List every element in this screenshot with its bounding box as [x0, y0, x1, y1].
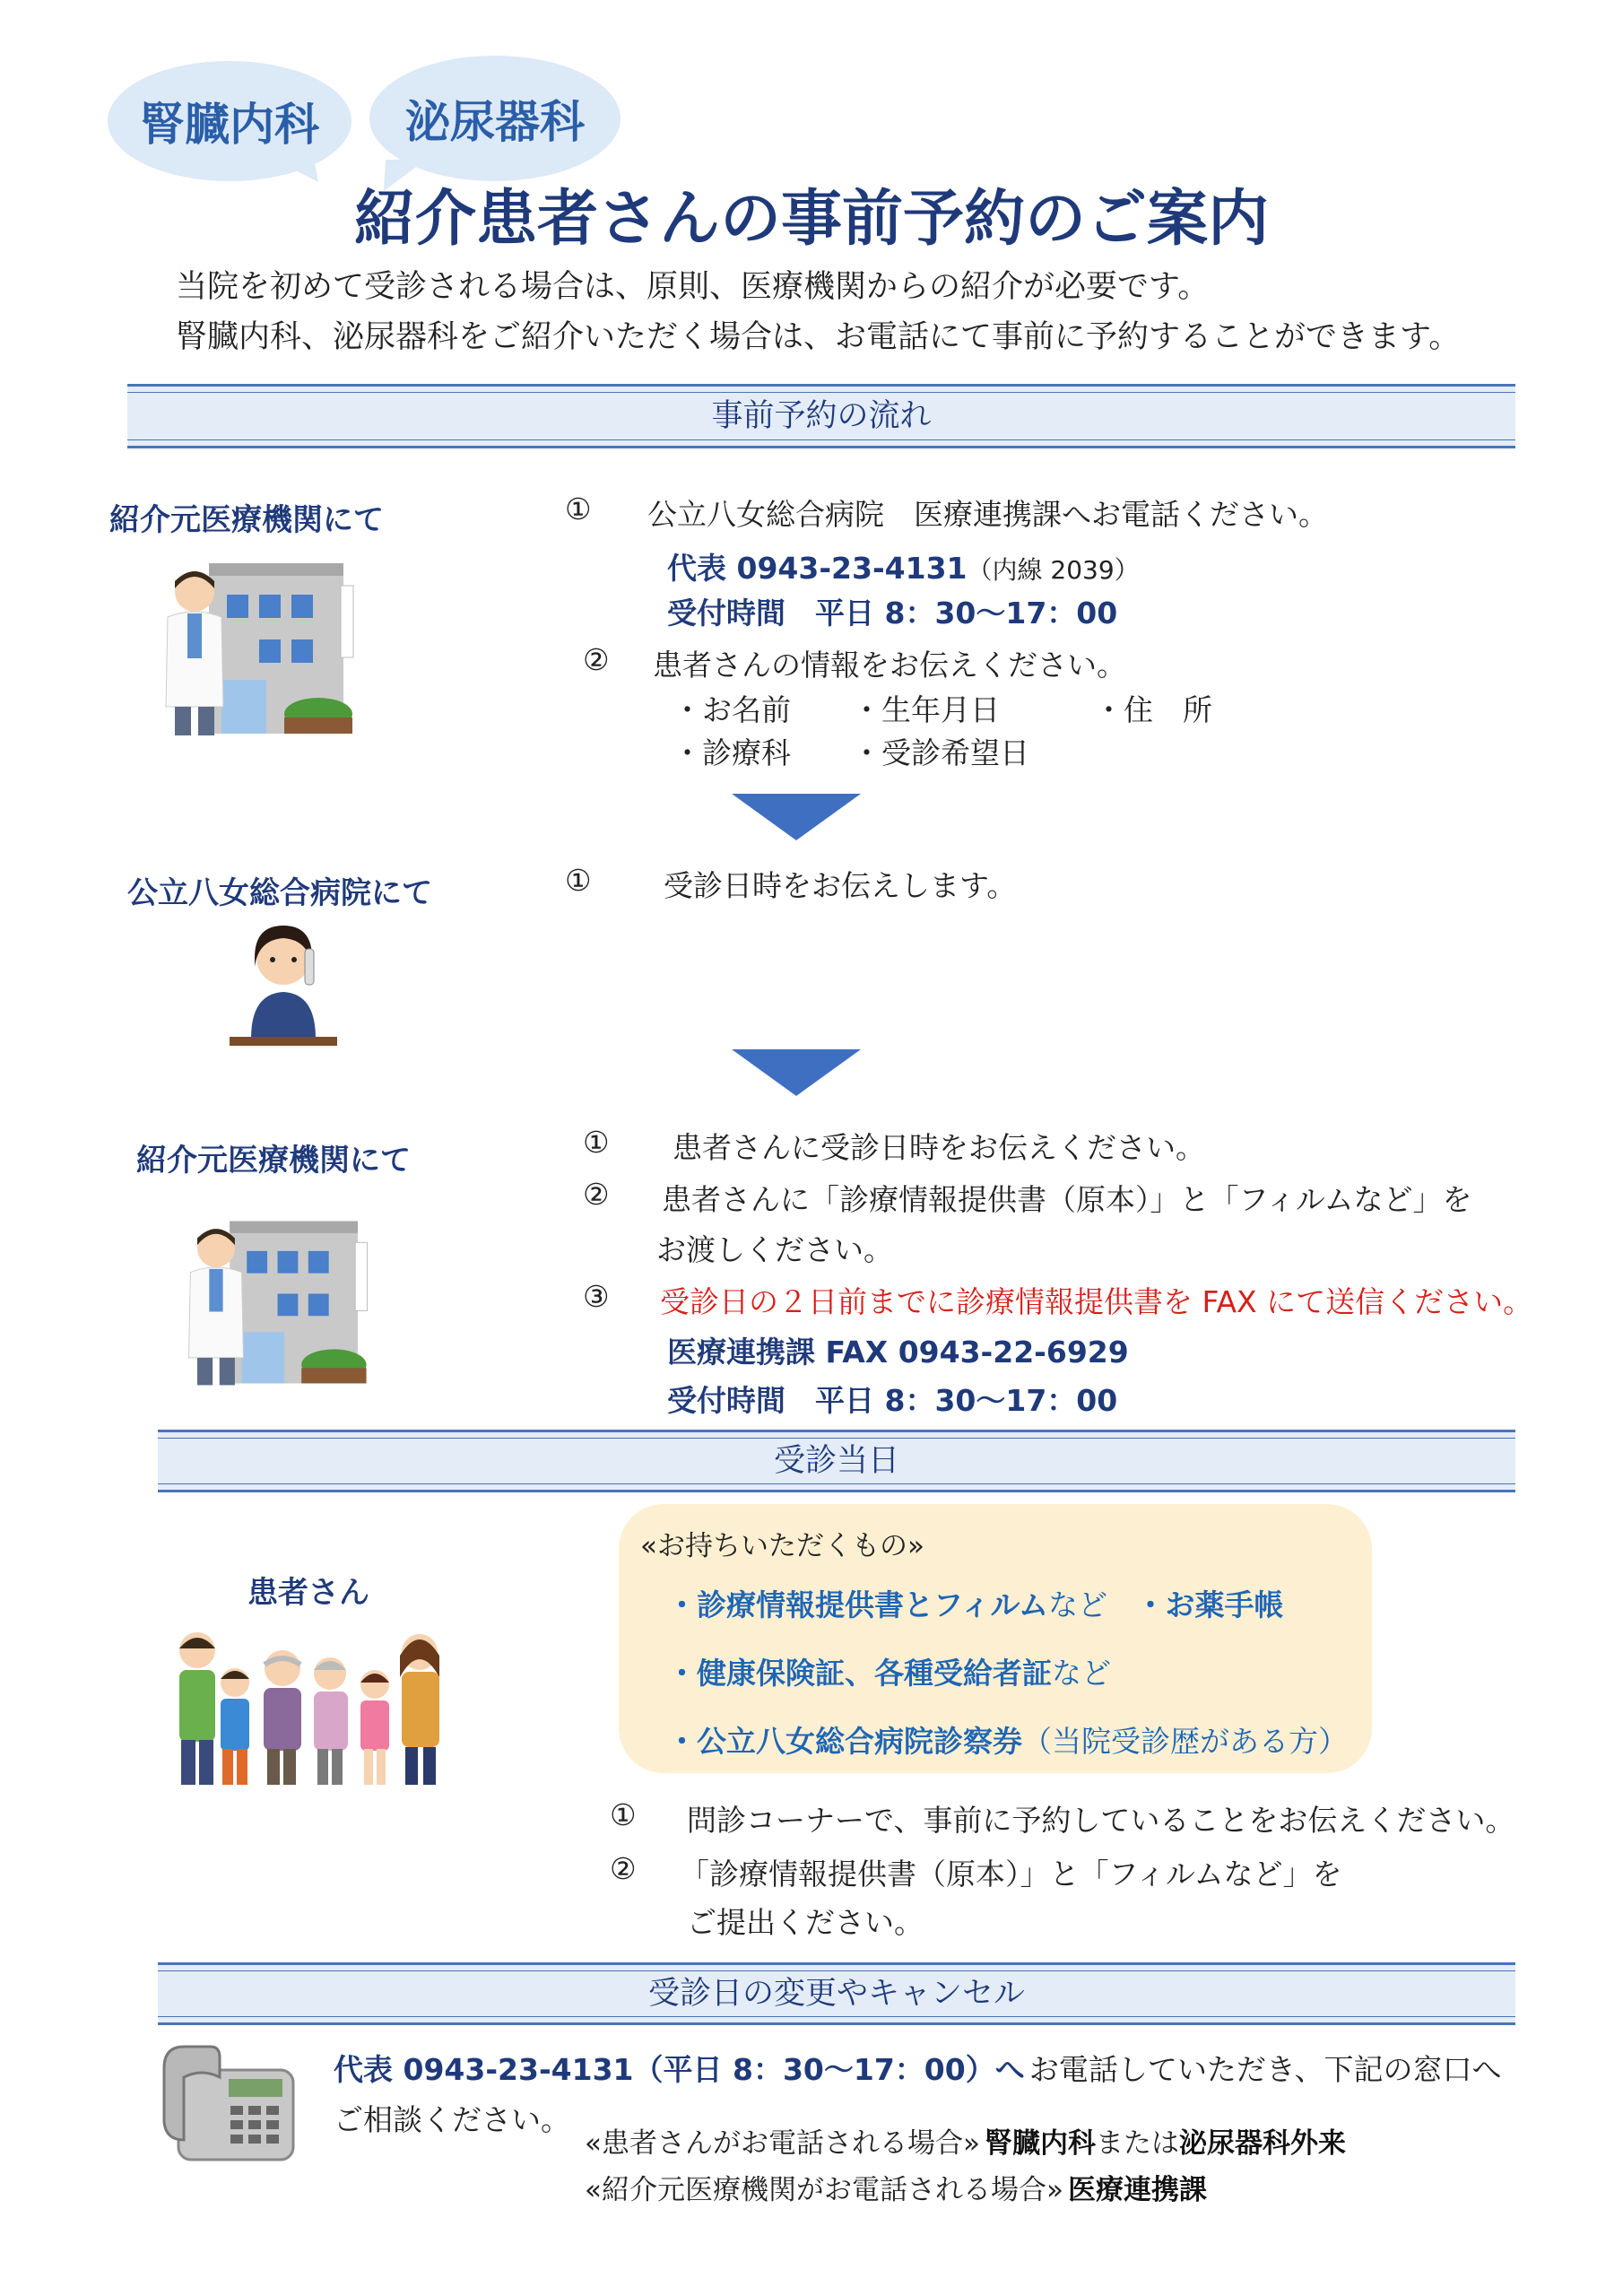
info-birthdate: ・生年月日 [852, 692, 1000, 727]
bring-item-3 [667, 1718, 1348, 1761]
patient-contact-dept-a: 腎臓内科 [985, 2127, 1097, 2160]
day-item1-text: 問診コーナーで、事前に予約していることをお伝えください。 [687, 1803, 1515, 1838]
flow-arrow-2 [732, 1049, 861, 1096]
step2-item1-no: ① [565, 863, 592, 898]
change-line2: ご相談ください。 [334, 2102, 570, 2137]
receptionist-phone-illustration [224, 913, 341, 1048]
step3-item3-no: ③ [583, 1279, 610, 1314]
section-change-title: 受診日の変更やキャンセル [647, 1976, 1025, 2012]
step3-item1-no: ① [583, 1125, 610, 1160]
step3-item2-text-a: 患者さんに「診療情報提供書（原本）」と「フィルムなど」を [662, 1182, 1472, 1217]
bring-item-medication-notebook: ・お薬手帳 [1135, 1587, 1284, 1622]
tag-nephrology-label: 腎臓内科 [140, 99, 319, 151]
clinic-contact-label: «紹介元医療機関がお電話される場合» [585, 2174, 1063, 2206]
section-flow-title: 事前予約の流れ [711, 398, 932, 434]
clinic-contact-dept: 医療連携課 [1068, 2174, 1208, 2206]
step3-item1-text: 患者さんに受診日時をお伝えください。 [673, 1130, 1205, 1165]
day-item2-no: ② [610, 1851, 637, 1886]
clinic-contact-line [585, 2167, 1207, 2207]
step1-item1-no: ① [565, 491, 592, 526]
patient-label: 患者さん [247, 1575, 369, 1611]
step1-item1-text: 公立八女総合病院 医療連携課へお電話ください。 [647, 497, 1328, 532]
tag-urology-label: 泌尿器科 [405, 96, 585, 148]
day-item2-text-b: ご提出ください。 [687, 1905, 924, 1940]
bring-title: «お持ちいただくもの» [640, 1530, 924, 1562]
bring-item-2-main: ・健康保険証、各種受給者証 [667, 1656, 1052, 1691]
step1-label: 紹介元医療機関にて [109, 502, 384, 538]
step1-extension: （内線 2039） [967, 555, 1140, 585]
day-item2-text-a: 「診療情報提供書（原本）」と「フィルムなど」を [680, 1857, 1342, 1892]
section-bar-change [158, 1962, 1515, 2025]
info-name: ・お名前 [673, 692, 791, 727]
bring-item-2 [667, 1650, 1111, 1692]
section-day-title: 受診当日 [773, 1443, 899, 1479]
bring-item-3-suffix: （当院受診歴がある方） [1022, 1724, 1348, 1759]
intro-line-1: 当院を初めて受診される場合は、原則、医療機関からの紹介が必要です。 [176, 269, 1210, 305]
flow-arrow-1 [732, 794, 861, 840]
info-desired-date: ・受診希望日 [852, 735, 1029, 770]
step3-item2-text-b: お渡しください。 [656, 1232, 893, 1267]
step1-hours: 受付時間 平日 8：30～17：00 [667, 596, 1118, 631]
section-bar-day [158, 1430, 1515, 1492]
bring-item-3-main: ・公立八女総合病院診察券 [667, 1724, 1022, 1759]
bring-item-1-suffix: など [1048, 1587, 1108, 1622]
step2-item1-text: 受診日時をお伝えします。 [664, 868, 1017, 903]
patient-contact-or: または [1096, 2127, 1180, 2160]
bring-item-2-suffix: など [1052, 1656, 1111, 1691]
bring-item-1 [667, 1582, 1284, 1624]
info-address: ・住 所 [1094, 692, 1212, 727]
telephone-icon [157, 2041, 309, 2167]
step3-hours: 受付時間 平日 8：30～17：00 [667, 1383, 1118, 1418]
section-bar-flow [127, 384, 1515, 448]
change-phone-line [334, 2047, 1502, 2089]
day-item1-no: ① [610, 1797, 637, 1832]
intro-line-2: 腎臓内科、泌尿器科をご紹介いただく場合は、お電話にて事前に予約することができます。 [176, 319, 1461, 355]
info-department: ・診療科 [673, 735, 791, 770]
patient-contact-label: «患者さんがお電話される場合» [585, 2127, 980, 2160]
step1-item2-text: 患者さんの情報をお伝えください。 [653, 648, 1126, 683]
patient-contact-line [585, 2120, 1346, 2161]
step1-item2-no: ② [583, 642, 610, 677]
change-phone-rest: お電話していただき、下記の窓口へ [1028, 2052, 1502, 2087]
doctor-building-illustration-2 [175, 1213, 399, 1392]
page-title: 紹介患者さんの事前予約のご案内 [353, 184, 1269, 255]
step3-item3-text: 受診日の２日前までに診療情報提供書を FAX にて送信ください。 [660, 1284, 1533, 1319]
bring-item-1-main: ・診療情報提供書とフィルム [667, 1587, 1049, 1622]
patient-contact-dept-b: 泌尿器科外来 [1179, 2127, 1347, 2160]
step2-label: 公立八女総合病院にて [127, 875, 432, 911]
step3-label: 紹介元医療機関にて [136, 1143, 411, 1178]
step3-fax: 医療連携課 FAX 0943-22-6929 [667, 1335, 1129, 1370]
change-phone-bold: 代表 0943-23-4131（平日 8：30～17：00）へ [334, 2052, 1025, 2087]
step1-phone: 代表 0943-23-4131 [667, 551, 968, 586]
doctor-building-illustration [157, 554, 381, 743]
family-illustration [161, 1614, 466, 1794]
step3-item2-no: ② [583, 1177, 610, 1212]
